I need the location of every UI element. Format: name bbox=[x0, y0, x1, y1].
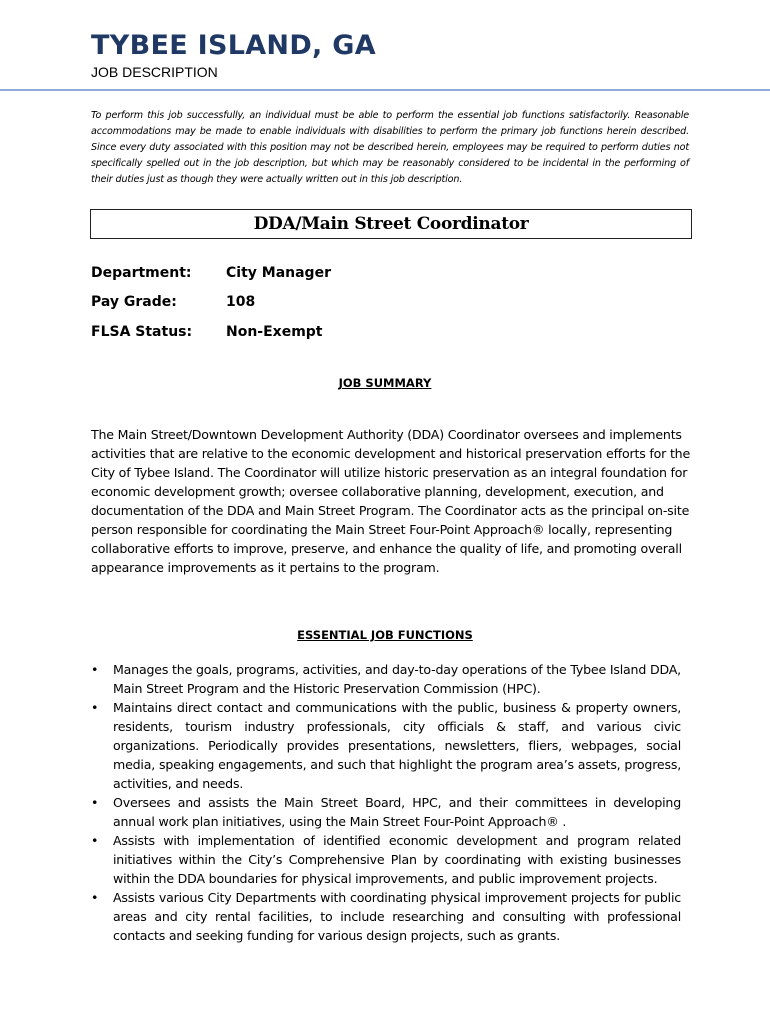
essential-functions-list bbox=[91, 660, 681, 945]
organization-title: TYBEE ISLAND, GA bbox=[91, 30, 376, 61]
list-item bbox=[91, 888, 681, 945]
list-item-text: Manages the goals, programs, activities, and day-to-day operations of the Tybee Island DDA, Main Street Program and the Historic Preservation Commission (HPC). bbox=[113, 662, 681, 696]
list-item bbox=[91, 831, 681, 888]
list-item-text: Assists various City Departments with coordinating physical improvement projects for public areas and city rental facilities, to include researching and consulting with professional contacts and seeking funding for various design projects, such as grants. bbox=[113, 890, 681, 943]
pay-grade-label: Pay Grade: bbox=[91, 294, 177, 310]
list-item-text: Assists with implementation of identified economic development and program related initiatives within the City’s Comprehensive Plan by coordinating with existing businesses within the DDA boundaries for physical improvements, and public improvement projects. bbox=[113, 833, 681, 886]
job-summary-paragraph: The Main Street/Downtown Development Authority (DDA) Coordinator oversees and implements activities that are relative to the economic development and historical preservation efforts for the City of Tybee Island. The Coordinator will utilize historic preservation as an integral foundation for economic development growth; oversee collaborative planning, development, execution, and documentation of the DDA and Main Street Program. The Coordinator acts as the principal on-site person responsible for coordinating the Main Street Four-Point Approach® locally, representing collaborative efforts to improve, preserve, and enhance the quality of life, and promoting overall appearance improvements as it pertains to the program. bbox=[91, 427, 691, 575]
bullet-icon: • bbox=[91, 833, 99, 848]
bullet-icon: • bbox=[91, 662, 99, 677]
list-item bbox=[91, 793, 681, 831]
job-title: DDA/Main Street Coordinator bbox=[253, 214, 529, 234]
flsa-status-value: Non-Exempt bbox=[226, 324, 323, 340]
bullet-icon: • bbox=[91, 700, 99, 715]
header-divider bbox=[0, 89, 770, 91]
document-type-label: JOB DESCRIPTION bbox=[91, 64, 218, 80]
essential-functions-heading: ESSENTIAL JOB FUNCTIONS bbox=[297, 628, 473, 642]
department-label: Department: bbox=[91, 265, 192, 281]
list-item-text: Maintains direct contact and communications with the public, business & property owners, residents, tourism industry professionals, city officials & staff, and various civic organizations. Periodically provides presentations, newsletters, fliers, webpages, social media, speaking engagements, and such that highlight the program area’s assets, progress, activities, and needs. bbox=[113, 700, 681, 791]
disclaimer-paragraph: To perform this job successfully, an individual must be able to perform the essential job functions satisfactorily. Reasonable accommodations may be made to enable individuals with disabilities to perform the primary job functions herein described. Since every duty associated with this position may not be described herein, employees may be required to perform duties not specifically spelled out in the job description, but which may be reasonably considered to be incidental in the performing of their duties just as though they were actually written out in this job description. bbox=[91, 110, 689, 185]
list-item bbox=[91, 698, 681, 793]
bullet-icon: • bbox=[91, 890, 99, 905]
bullet-icon: • bbox=[91, 795, 99, 810]
list-item bbox=[91, 660, 681, 698]
list-item-text: Oversees and assists the Main Street Board, HPC, and their committees in developing annual work plan initiatives, using the Main Street Four-Point Approach® . bbox=[113, 795, 681, 829]
flsa-status-label: FLSA Status: bbox=[91, 324, 193, 340]
department-value: City Manager bbox=[226, 265, 331, 281]
pay-grade-value: 108 bbox=[226, 294, 256, 310]
job-summary-heading: JOB SUMMARY bbox=[338, 376, 432, 390]
job-title-box bbox=[90, 209, 692, 239]
